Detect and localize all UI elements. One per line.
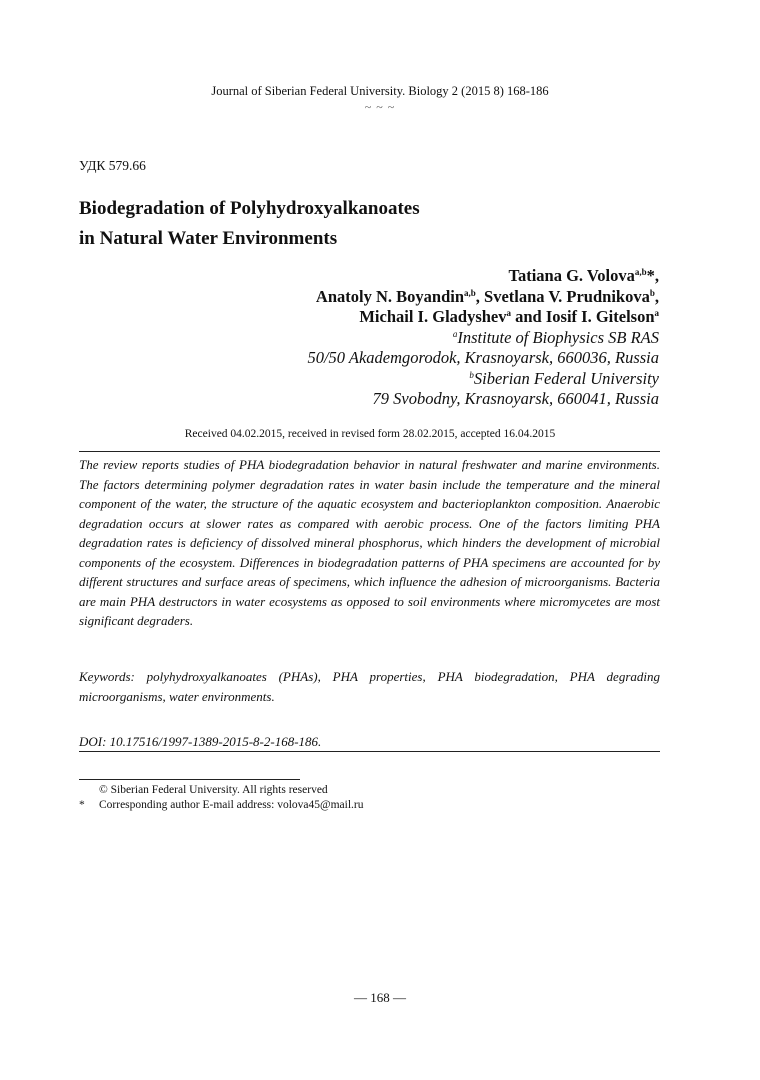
doi: DOI: 10.17516/1997-1389-2015-8-2-168-186.	[79, 734, 322, 749]
title-line-1: Biodegradation of Polyhydroxyalkanoates	[79, 198, 420, 219]
author-gladyshev: Michail I. Gladyshev	[359, 307, 507, 326]
paper-title	[79, 194, 639, 254]
author-prudnikova: Svetlana V. Prudnikova	[484, 286, 650, 306]
affiliation-a-name: Institute of Biophysics SB RAS	[457, 327, 659, 347]
footnotes	[79, 783, 364, 813]
journal-header: Journal of Siberian Federal University. Biology 2 (2015 8) 168-186	[211, 84, 549, 98]
author-gladyshev-affil: a	[506, 308, 511, 318]
abstract-text: The review reports studies of PHA biodegradation behavior in natural freshwater and marine environments. The factors determining polymer degradation rates in water basin include the temperature and the mineral component of the water, the structure of the aquatic ecosystem and bacterioplankton composition. Anaerobic degradation occurs at slower rates as compared with aerobic process. One of the factors limiting PHA degradation rates is deficiency of dissolved mineral phosphorus, which hinders the development of microbial components of the ecosystem. Differences in biodegradation patterns of PHA specimens are accounted for by different structures and surface areas of specimens, which influence the adhesion of microorganisms. Bacteria are main PHA destructors in water ecosystems as opposed to soil environments where micromycetes are most significant degraders.	[79, 457, 660, 628]
author-prudnikova-affil: b	[649, 287, 655, 298]
footnote-copyright	[79, 783, 364, 798]
abstract-top-rule	[79, 451, 660, 452]
keywords: Keywords: polyhydroxyalkanoates (PHAs), PHA properties, PHA biodegradation, PHA degrading microorganisms, water environments.	[79, 669, 660, 704]
author-conjunction: and	[515, 307, 542, 326]
author-boyandin-affil: a,b	[464, 287, 476, 298]
abstract-bottom-rule	[79, 751, 660, 752]
footnote-mark: *	[79, 799, 85, 811]
author-line-3	[159, 307, 659, 328]
affiliation-b	[159, 369, 659, 390]
header-ornament: ~ ~ ~	[364, 100, 396, 114]
author-separator: ,	[654, 286, 659, 306]
author-volova-affil: a,b	[634, 267, 647, 277]
corresponding-email: Corresponding author E-mail address: volova45@mail.ru	[99, 799, 364, 811]
author-block	[159, 266, 659, 410]
affiliation-b-address: 79 Svobodny, Krasnoyarsk, 660041, Russia	[372, 389, 659, 408]
footnote-rule	[79, 779, 300, 780]
page-number: — 168 —	[354, 990, 406, 1005]
author-gitelson: Iosif I. Gitelson	[545, 307, 655, 326]
affiliation-b-name: Siberian Federal University	[473, 368, 659, 388]
corresponding-mark: *,	[646, 266, 659, 285]
affiliation-a	[159, 328, 659, 349]
author-gitelson-affil: a	[654, 308, 659, 318]
received-dates: Received 04.02.2015, received in revised form 28.02.2015, accepted 16.04.2015	[184, 428, 556, 440]
author-boyandin: Anatoly N. Boyandin	[315, 286, 465, 306]
affiliation-a-mark: a	[452, 328, 458, 339]
footnote-corresponding	[79, 798, 364, 813]
affiliation-a-address: 50/50 Akademgorodok, Krasnoyarsk, 660036, Russia	[307, 348, 659, 367]
author-separator: ,	[475, 286, 480, 306]
udk-code: УДК 579.66	[79, 158, 146, 173]
author-volova: Tatiana G. Volova	[508, 266, 635, 285]
author-line-1	[159, 266, 659, 287]
copyright-text: © Siberian Federal University. All rights reserved	[99, 784, 328, 796]
affiliation-b-mark: b	[469, 369, 474, 380]
author-line-2	[159, 287, 659, 308]
title-line-2: in Natural Water Environments	[79, 228, 338, 249]
